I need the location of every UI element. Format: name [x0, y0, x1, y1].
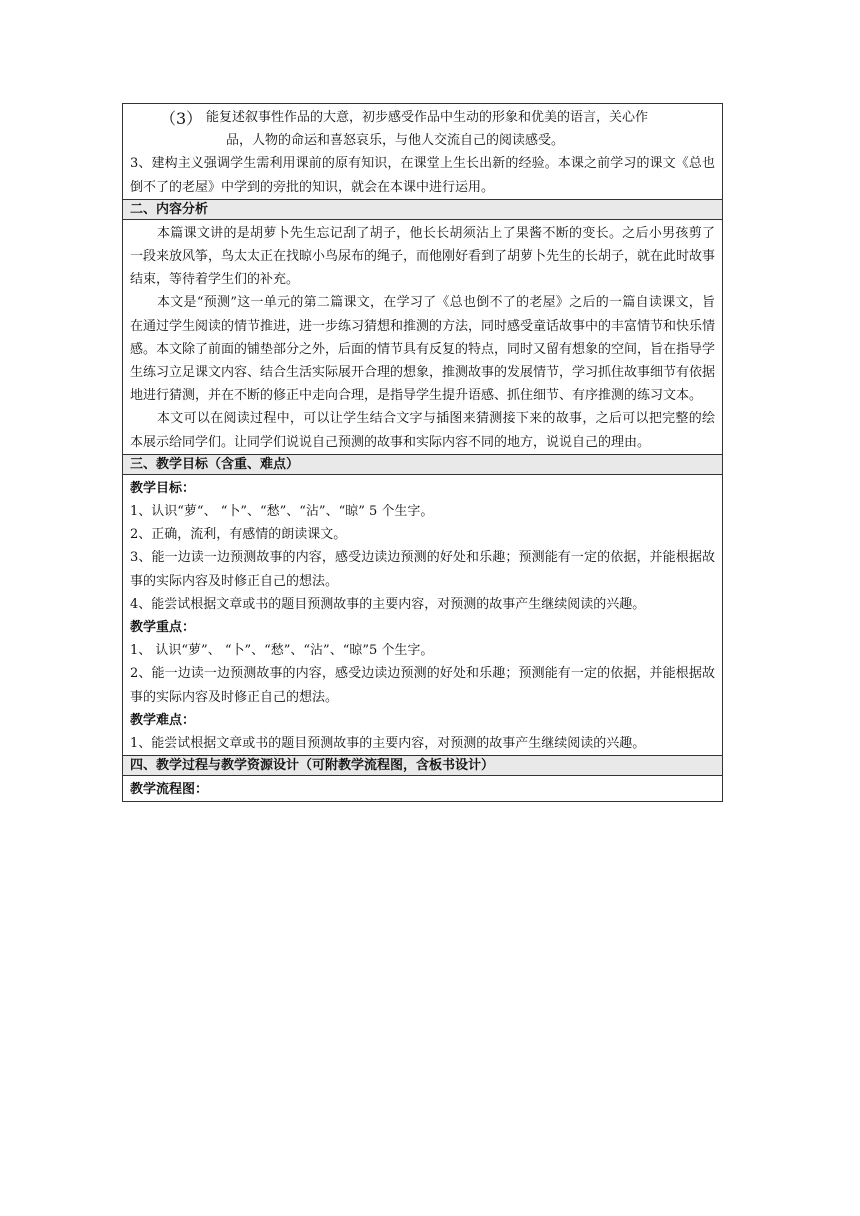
- constructivism-paragraph: 3、建构主义强调学生需利用课前的原有知识，在课堂上生长出新的经验。本课之前学习的课文《总也倒不了的老屋》中学到的旁批的知识，就会在本课中进行运用。: [130, 156, 715, 195]
- flowchart-subheading: 教学流程图：: [130, 782, 209, 798]
- difficulties-subheading: 教学难点：: [130, 712, 196, 728]
- section-heading-teaching-process: 四、教学过程与教学资源设计（可附教学流程图，含板书设计）: [123, 756, 722, 776]
- teaching-process-cell: [123, 776, 722, 801]
- key-points-subheading: 教学重点：: [130, 620, 196, 636]
- content-analysis-cell: [123, 220, 722, 455]
- background-continuation-cell: [123, 104, 722, 200]
- analysis-paragraph-1: 本篇课文讲的是胡萝卜先生忘记刮了胡子，他长长胡须沾上了果酱不断的变长。之后小男孩剪了一段来放风筝，鸟太太正在找晾小鸟尿布的绳子，而他刚好看到了胡萝卜先生的长胡子，就在此时故事结束，等待着学生们的补充。: [130, 225, 716, 288]
- item-number: （3）: [160, 109, 203, 128]
- item-text-line-2: 品，人物的命运和喜怒哀乐，与他人交流自己的阅读感受。: [226, 133, 565, 149]
- key-point-2: 2、能一边读一边预测故事的内容，感受边读边预测的好处和乐趣；预测能有一定的依据，并能根据故事的实际内容及时修正自己的想法。: [130, 666, 715, 705]
- section-heading-teaching-goals: 三、教学目标（含重、难点）: [123, 455, 722, 475]
- analysis-paragraph-3: 本文可以在阅读过程中，可以让学生结合文字与插图来猜测接下来的故事，之后可以把完整的绘本展示给同学们。让同学们说说自己预测的故事和实际内容不同的地方，说说自己的理由。: [130, 411, 715, 450]
- goal-item-1: 1、认识“萝“、 “卜”、“愁”、“沾”、“晾” 5 个生字。: [130, 504, 434, 520]
- difficulty-item-1: 1、能尝试根据文章或书的题目预测故事的主要内容，对预测的故事产生继续阅读的兴趣。: [130, 736, 646, 752]
- analysis-paragraph-2: 本文是“预测”这一单元的第二篇课文，在学习了《总也倒不了的老屋》之后的一篇自读课文，旨在通过学生阅读的情节推进，进一步练习猜想和推测的方法，同时感受童话故事中的丰富情节和快乐情感。本文除了前面的铺垫部分之外，后面的情节具有反复的特点，同时又留有想象的空间，旨在指导学生练习立足课文内容、结合生活实际展开合理的想象，推测故事的发展情节，学习抓住故事细节有依据地进行猜测，并在不断的修正中走向合理，是指导学生提升语感、抓住细节、有序推测的练习文本。: [130, 295, 716, 404]
- item-text-line-1: 能复述叙事性作品的大意，初步感受作品中生动的形象和优美的语言，关心作: [206, 110, 649, 125]
- goal-item-3: 3、能一边读一边预测故事的内容，感受边读边预测的好处和乐趣；预测能有一定的依据，并能根据故事的实际内容及时修正自己的想法。: [130, 550, 715, 589]
- goal-item-2: 2、正确，流利，有感情的朗读课文。: [130, 527, 347, 543]
- goal-item-4: 4、能尝试根据文章或书的题目预测故事的主要内容，对预测的故事产生继续阅读的兴趣。: [130, 596, 646, 612]
- teaching-goals-cell: [123, 475, 722, 756]
- section-heading-content-analysis: 二、内容分析: [123, 200, 722, 220]
- standard-item-3: [130, 106, 715, 152]
- goals-subheading: 教学目标：: [130, 480, 196, 496]
- key-point-1: 1、 认识“萝”、 “卜”、“愁”、“沾”、“晾”5 个生字。: [130, 643, 434, 659]
- lesson-plan-table: [122, 103, 723, 802]
